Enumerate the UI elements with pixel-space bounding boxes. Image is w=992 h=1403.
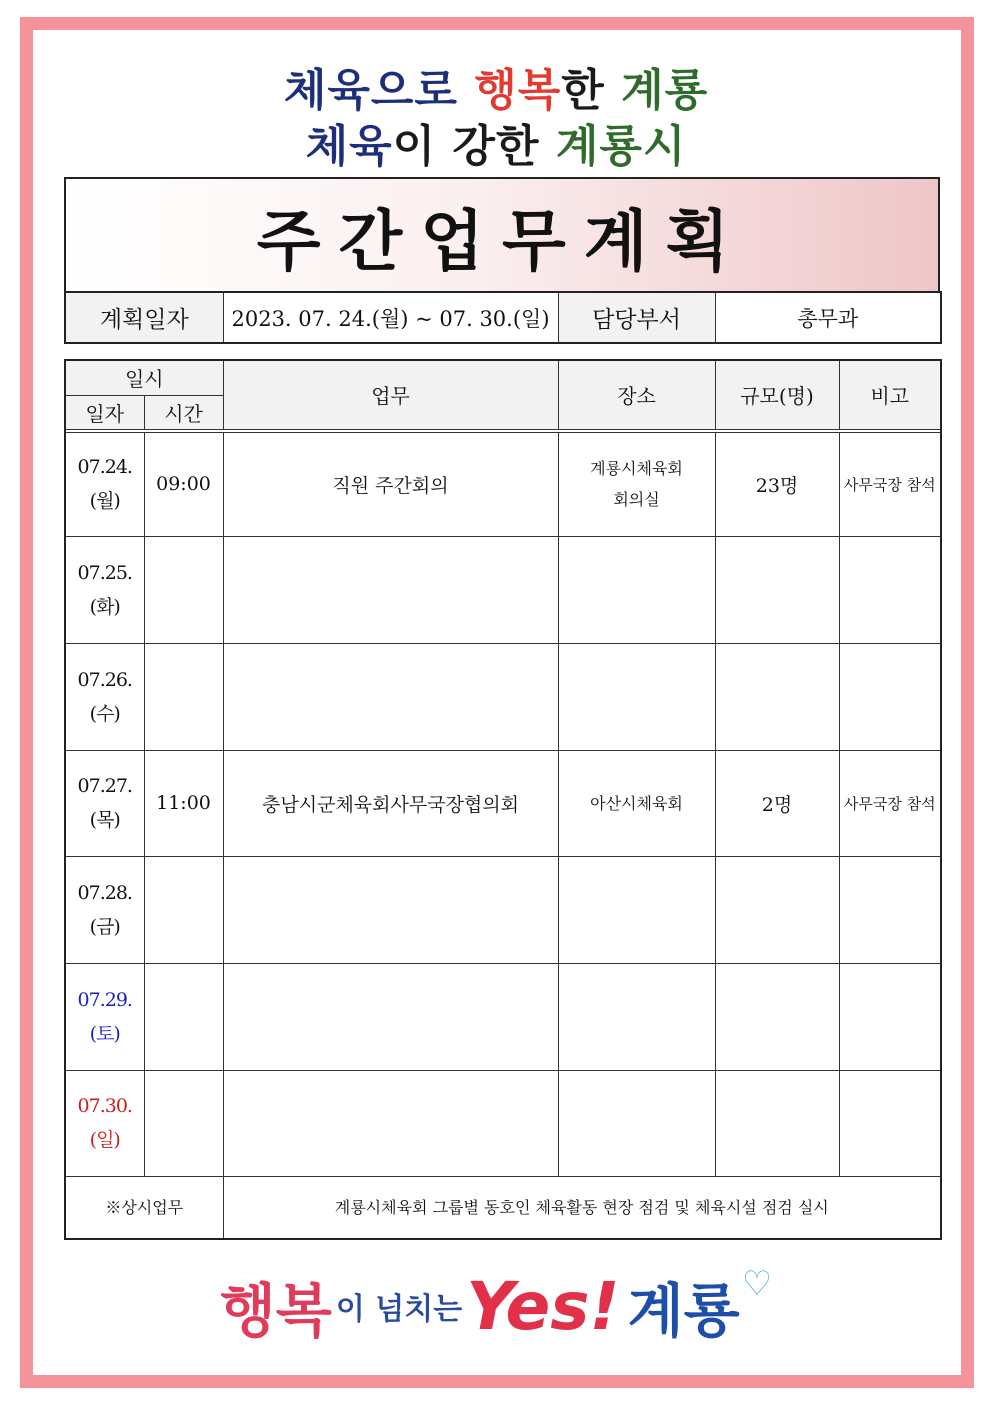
time-cell — [144, 536, 223, 643]
plan-date-label: 계획일자 — [65, 292, 223, 343]
date-cell-sunday: 07.30. (일) — [65, 1070, 144, 1176]
header-datetime: 일시 — [65, 360, 223, 395]
header-place: 장소 — [558, 360, 715, 429]
scale-cell — [715, 1070, 839, 1176]
place-cell — [558, 1070, 715, 1176]
dept-value: 총무과 — [715, 292, 941, 343]
slogan-text: 한 — [561, 65, 622, 116]
table-row — [65, 1070, 941, 1176]
table-row — [65, 432, 941, 536]
regular-task-value: 계룡시체육회 그룹별 동호인 체육활동 현장 점검 및 체육시설 점검 실시 — [223, 1176, 941, 1239]
slogan-text: 행복 — [474, 65, 562, 116]
footer-logo-text: Yes! — [466, 1267, 620, 1345]
date-cell: 07.27. (목) — [65, 750, 144, 856]
slogan-text: 체육으로 — [283, 65, 475, 116]
place-cell — [558, 643, 715, 750]
slogan-line-2 — [0, 110, 992, 174]
table-row — [65, 643, 941, 750]
task-cell — [223, 963, 558, 1070]
slogan-line-1 — [0, 54, 992, 118]
place-cell: 아산시체육회 — [558, 750, 715, 856]
table-row — [65, 536, 941, 643]
regular-task-label: ※상시업무 — [65, 1176, 223, 1239]
note-cell — [839, 1070, 941, 1176]
task-cell — [223, 856, 558, 963]
place-cell — [558, 963, 715, 1070]
scale-cell — [715, 856, 839, 963]
date-cell: 07.26. (수) — [65, 643, 144, 750]
note-cell — [839, 963, 941, 1070]
scale-cell — [715, 643, 839, 750]
task-cell — [223, 536, 558, 643]
note-cell — [839, 536, 941, 643]
slogan-text: 계룡 — [621, 65, 709, 116]
time-cell — [144, 1070, 223, 1176]
place-cell — [558, 536, 715, 643]
date-cell-saturday: 07.29. (토) — [65, 963, 144, 1070]
task-cell — [223, 643, 558, 750]
regular-task-row — [65, 1176, 941, 1239]
heart-icon: ♡ — [741, 1264, 773, 1304]
date-cell: 07.24. (월) — [65, 432, 144, 536]
time-cell — [144, 963, 223, 1070]
task-cell: 직원 주간회의 — [223, 432, 558, 536]
footer-logo-text: 이 넘치는 — [335, 1292, 463, 1327]
header-task: 업무 — [223, 360, 558, 429]
footer-logo — [0, 1256, 992, 1356]
header-note: 비고 — [839, 360, 941, 429]
slogan-text: 이 강한 — [392, 121, 556, 172]
scale-cell: 2명 — [715, 750, 839, 856]
note-cell — [839, 856, 941, 963]
slogan-text: 계룡시 — [555, 121, 687, 172]
note-cell: 사무국장 참석 — [839, 750, 941, 856]
place-cell — [558, 856, 715, 963]
time-cell — [144, 643, 223, 750]
time-cell: 11:00 — [144, 750, 223, 856]
task-cell: 충남시군체육회사무국장협의회 — [223, 750, 558, 856]
time-cell — [144, 856, 223, 963]
place-cell: 계룡시체육회 회의실 — [558, 432, 715, 536]
dept-label: 담당부서 — [558, 292, 715, 343]
time-cell: 09:00 — [144, 432, 223, 536]
table-row — [65, 750, 941, 856]
date-cell: 07.28. (금) — [65, 856, 144, 963]
footer-logo-text: 행복 — [219, 1277, 332, 1345]
date-cell: 07.25. (화) — [65, 536, 144, 643]
table-row — [65, 856, 941, 963]
header-time: 시간 — [144, 395, 223, 429]
scale-cell — [715, 963, 839, 1070]
footer-logo-text: 계룡 — [627, 1277, 740, 1345]
task-cell — [223, 1070, 558, 1176]
header-date: 일자 — [65, 395, 144, 429]
header-scale: 규모(명) — [715, 360, 839, 429]
title-box — [64, 177, 940, 291]
note-cell: 사무국장 참석 — [839, 432, 941, 536]
table-row — [65, 963, 941, 1070]
slogan-text: 체육 — [305, 121, 393, 172]
page-title: 주간업무계획 — [256, 202, 748, 280]
scale-cell: 23명 — [715, 432, 839, 536]
plan-date-value: 2023. 07. 24.(월) ~ 07. 30.(일) — [223, 292, 558, 343]
info-table — [64, 291, 942, 344]
note-cell — [839, 643, 941, 750]
scale-cell — [715, 536, 839, 643]
schedule-table — [64, 359, 942, 1240]
